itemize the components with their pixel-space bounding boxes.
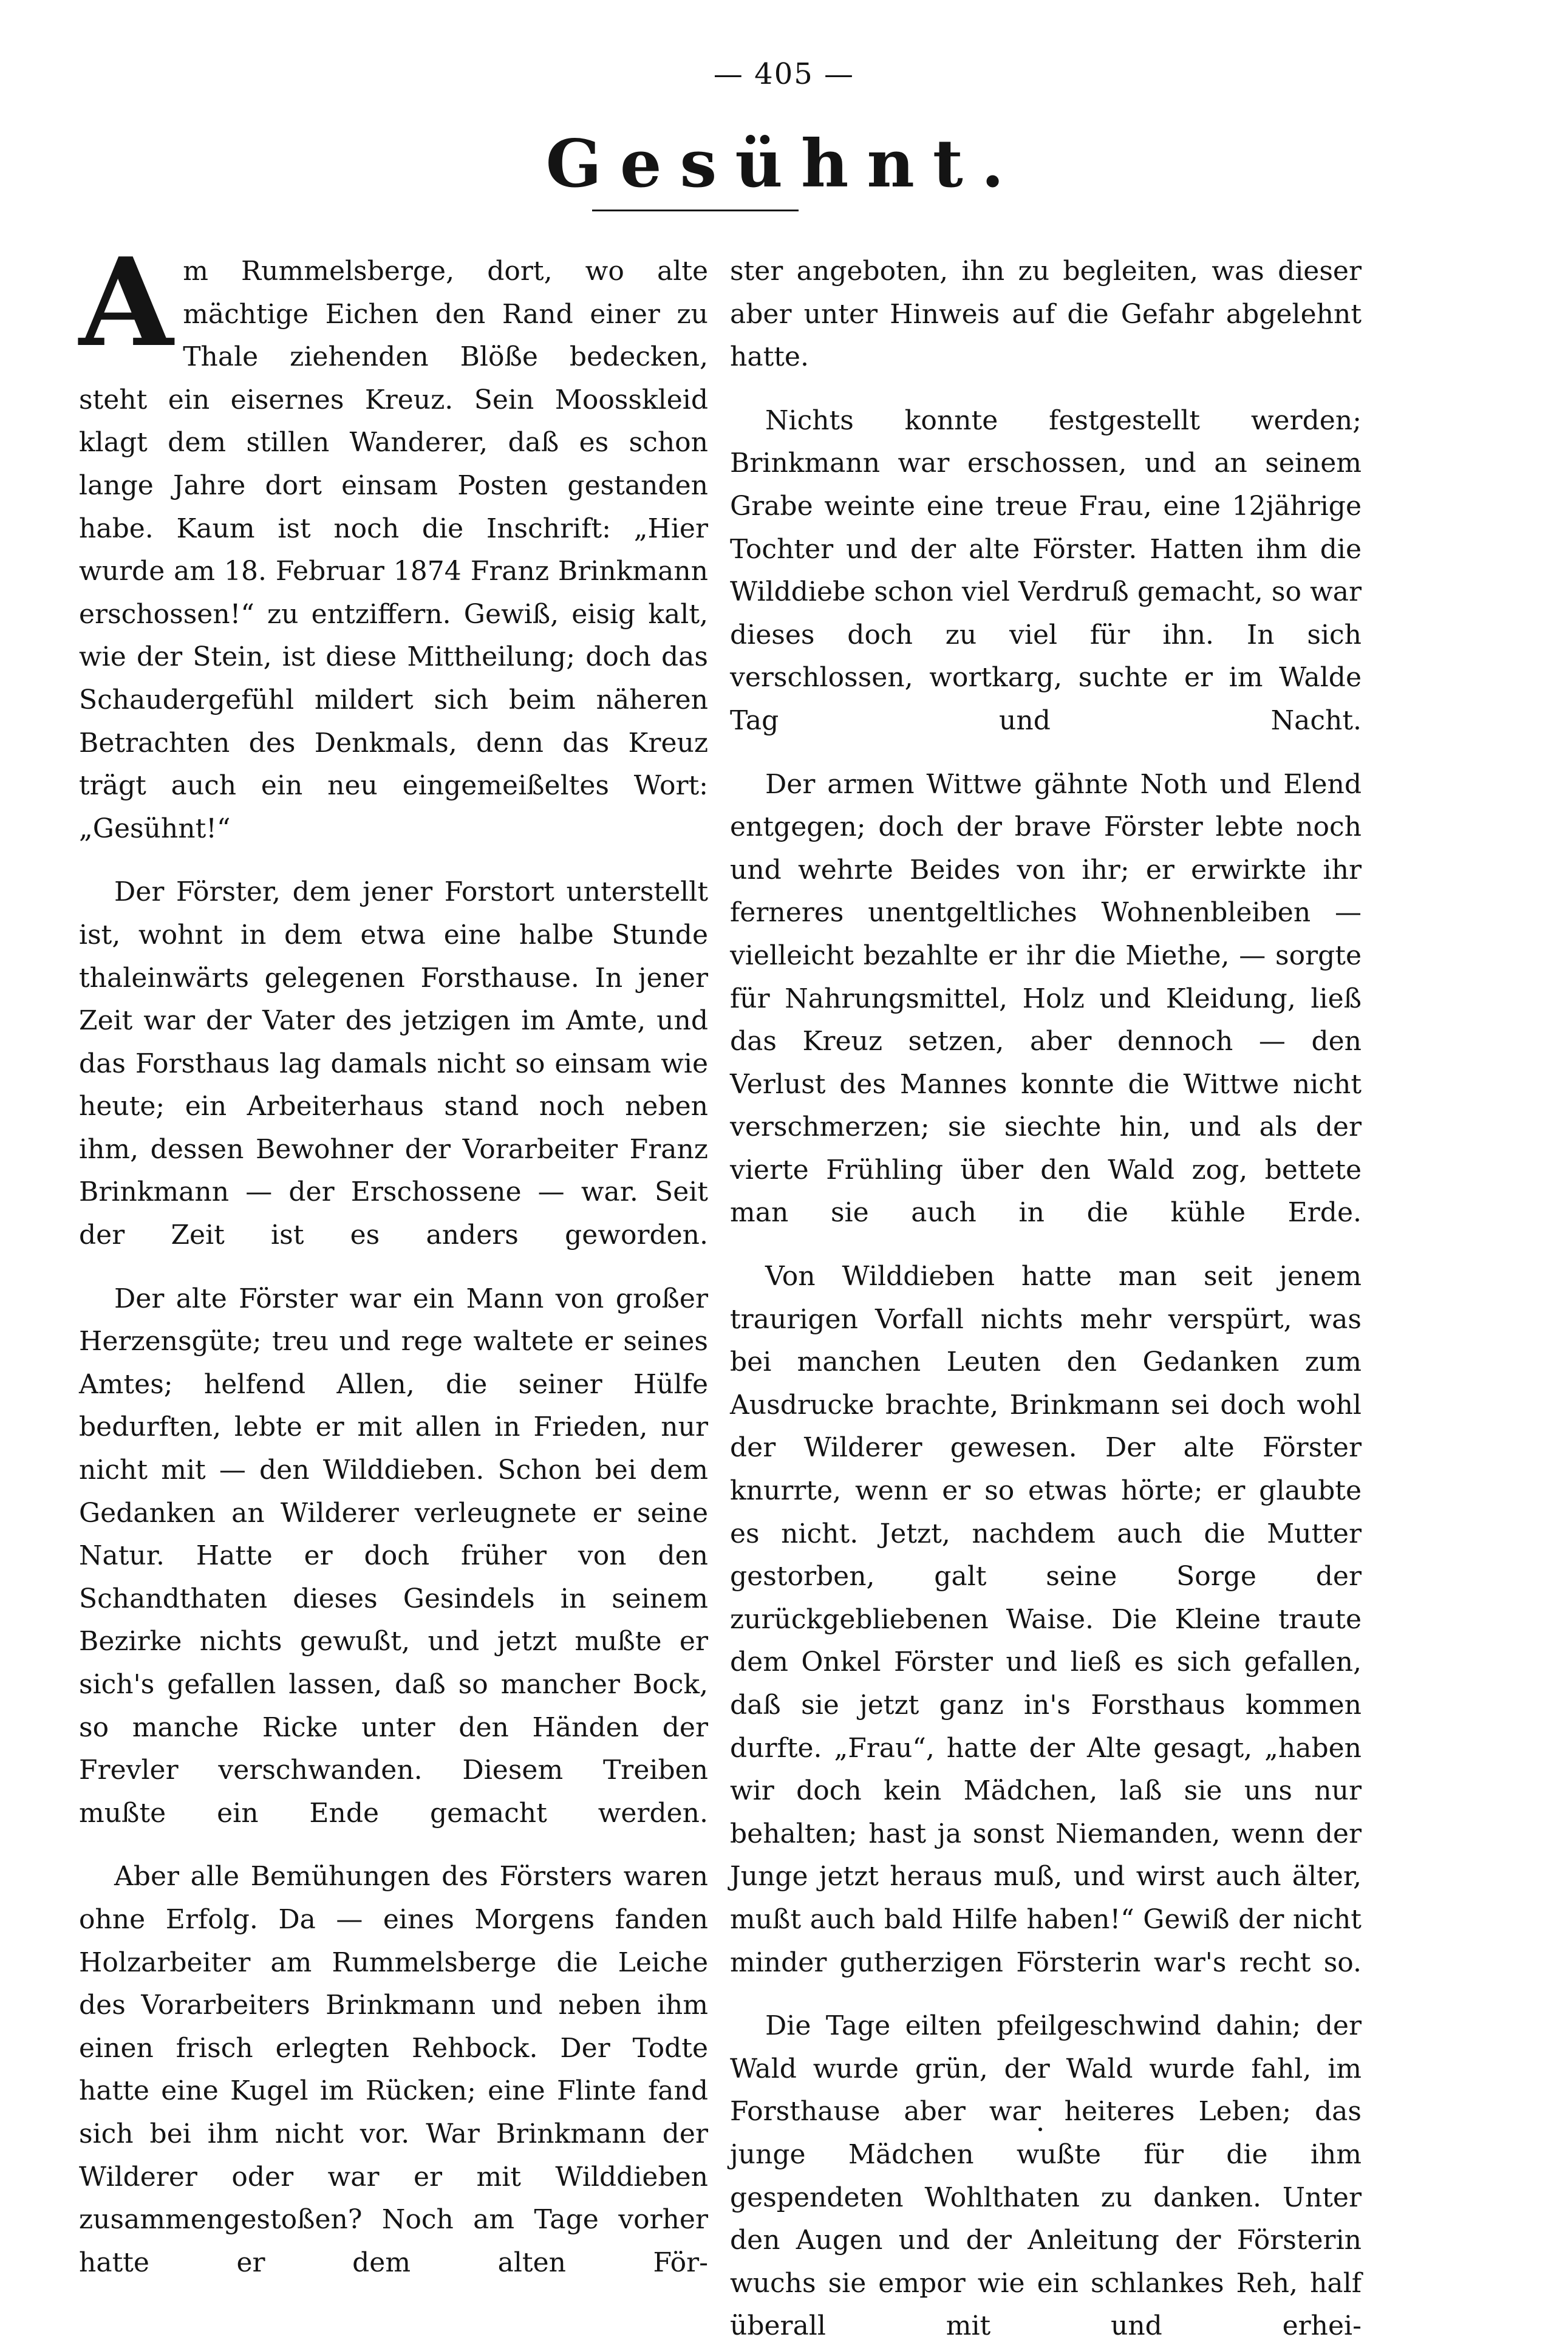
- paragraph: [79, 231, 708, 850]
- paragraph: Von Wilddieben hatte man seit jenem traurigen Vorfall nichts mehr verspürt, was bei manchen Leuten den Gedanken zum Ausdrucke brachte, Brinkmann sei doch wohl der Wilderer gewesen. Der alte Förster knurrte, wenn er so etwas hörte; er glaubte es nicht. Jetzt, nachdem auch die Mutter gestorben, galt seine Sorge der zurückgebliebenen Waise. Die Kleine traute dem Onkel Förster und ließ es sich gefallen, daß sie jetzt ganz in's Forsthaus kommen durfte. „Frau“, hatte der Alte gesagt, „haben wir doch kein Mädchen, laß sie uns nur behalten; hast ja sonst Niemanden, wenn der Junge jetzt heraus muß, und wirst auch älter, mußt auch bald Hilfe haben!“ Gewiß der nicht minder gutherzigen Försterin war's recht so.: [730, 1261, 1362, 1978]
- paragraph: Aber alle Bemühungen des Försters waren ohne Erfolg. Da — eines Morgens fanden Holzarbeiter am Rummelsberge die Leiche des Vorarbeiters Brinkmann und neben ihm einen frisch erlegten Rehbock. Der Todte hatte eine Kugel im Rücken; eine Flinte fand sich bei ihm nicht vor. War Brinkmann der Wilderer oder war er mit Wilddieben zusammengestoßen? Noch am Tage vorher hatte er dem alten För-: [79, 1861, 708, 2278]
- drop-cap: A: [79, 231, 174, 374]
- left-column: [79, 231, 708, 2278]
- print-mark: [1038, 2128, 1042, 2131]
- paragraph: Nichts konnte festgestellt werden; Brinkmann war erschossen, und an seinem Grabe weinte eine treue Frau, eine 12jährige Tochter und der alte Förster. Hatten ihm die Wilddiebe schon viel Verdruß gemacht, so war dieses doch zu viel für ihn. In sich verschlossen, wortkarg, suchte er im Walde Tag und Nacht.: [730, 404, 1362, 736]
- paragraph: Die Tage eilten pfeilgeschwind dahin; der Wald wurde grün, der Wald wurde fahl, im Forsthause aber war heiteres Leben; das junge Mädchen wußte für die ihm gespendeten Wohlthaten zu danken. Unter den Augen und der Anleitung der Försterin wuchs sie empor wie ein schlankes Reh, half überall mit und erhei-: [730, 2010, 1362, 2342]
- paragraph-text: m Rummelsberge, dort, wo alte mächtige Eichen den Rand einer zu Thale ziehenden Blöße bedecken, steht ein eisernes Kreuz. Sein Moosskleid klagt dem stillen Wanderer, daß es schon lange Jahre dort einsam Posten gestanden habe. Kaum ist noch die Inschrift: „Hier wurde am 18. Februar 1874 Franz Brinkmann erschossen!“ zu entziffern. Gewiß, eisig kalt, wie der Stein, ist diese Mittheilung; doch das Schaudergefühl mildert sich beim näheren Betrachten des Denkmals, denn das Kreuz trägt auch ein neu eingemeißeltes Wort: „Gesühnt!“: [79, 256, 708, 844]
- title-divider: [592, 210, 799, 211]
- paragraph: ster angeboten, ihn zu begleiten, was dieser aber unter Hinweis auf die Gefahr abgelehnt hatte.: [730, 256, 1362, 373]
- chapter-title: Gesühnt.: [545, 126, 1023, 202]
- paragraph: Der armen Wittwe gähnte Noth und Elend entgegen; doch der brave Förster lebte noch und wehrte Beides von ihr; er erwirkte ihr ferneres unentgeltliches Wohnenbleiben — vielleicht bezahlte er ihr die Miethe, — sorgte für Nahrungsmittel, Holz und Kleidung, ließ das Kreuz setzen, aber dennoch — den Verlust des Mannes konnte die Wittwe nicht verschmerzen; sie siechte hin, und als der vierte Frühling über den Wald zog, bettete man sie auch in die kühle Erde.: [730, 768, 1362, 1229]
- paragraph: Der alte Förster war ein Mann von großer Herzensgüte; treu und rege waltete er seines Amtes; helfend Allen, die seiner Hülfe bedurften, lebte er mit allen in Frieden, nur nicht mit — den Wilddieben. Schon bei dem Gedanken an Wilderer verleugnete er seine Natur. Hatte er doch früher von den Schandthaten dieses Gesindels in seinem Bezirke nichts gewußt, und jetzt mußte er sich's gefallen lassen, daß so mancher Bock, so manche Ricke unter den Händen der Frevler verschwanden. Diesem Treiben mußte ein Ende gemacht werden.: [79, 1283, 708, 1829]
- right-column: [730, 250, 1362, 2342]
- paragraph: Der Förster, dem jener Forstort unterstellt ist, wohnt in dem etwa eine halbe Stunde thaleinwärts gelegenen Forsthause. In jener Zeit war der Vater des jetzigen im Amte, und das Forsthaus lag damals nicht so einsam wie heute; ein Arbeiterhaus stand noch neben ihm, dessen Bewohner der Vorarbeiter Franz Brinkmann — der Erschossene — war. Seit der Zeit ist es anders geworden.: [79, 876, 708, 1251]
- page-number: — 405 —: [713, 57, 855, 91]
